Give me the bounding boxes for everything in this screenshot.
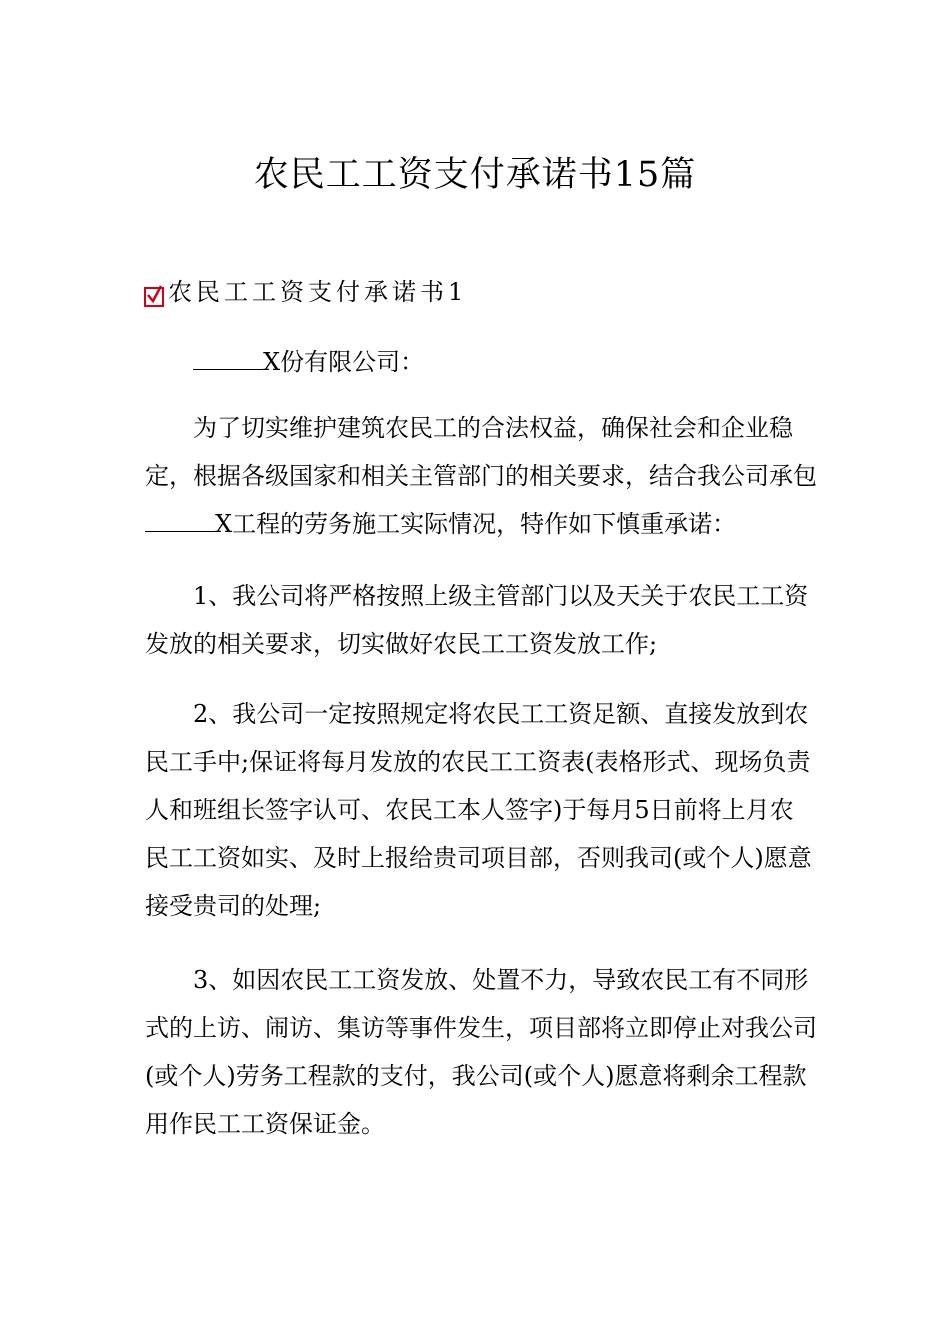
text-line: 接受贵司的处理; (145, 892, 322, 920)
text-line: 为了切实维护建筑农民工的合法权益，确保社会和企业稳 (193, 414, 793, 442)
blank-line (145, 509, 215, 532)
text-line: 2、我公司一定按照规定将农民工工资足额、直接发放到农 (193, 700, 809, 728)
text-line: 用作民工工资保证金。 (145, 1110, 385, 1138)
text-line: 式的上访、闹访、集访等事件发生，项目部将立即停止对我公司 (145, 1014, 817, 1042)
document-title: 农民工工资支付承诺书15篇 (253, 155, 697, 195)
text-line: 定，根据各级国家和相关主管部门的相关要求，结合我公司承包 (145, 462, 817, 490)
text-line: 民工工资如实、及时上报给贵司项目部，否则我司(或个人)愿意 (145, 844, 812, 872)
text-line: 人和班组长签字认可、农民工本人签字)于每月5日前将上月农 (145, 796, 794, 824)
intro-paragraph (145, 404, 817, 548)
text-line: (或个人)劳务工程款的支付，我公司(或个人)愿意将剩余工程款 (145, 1062, 807, 1090)
item-3 (145, 956, 817, 1148)
text-line: 民工手中;保证将每月发放的农民工工资表(表格形式、现场负责 (145, 748, 811, 776)
text-line: 发放的相关要求，切实做好农民工工资发放工作; (145, 630, 658, 658)
checkbox-checked-icon (144, 287, 164, 307)
section-heading-text: 农民工工资支付承诺书1 (168, 278, 468, 306)
text-line: 3、如因农民工工资发放、处置不力，导致农民工有不同形 (193, 966, 809, 994)
text-line: X工程的劳务施工实际情况，特作如下慎重承诺： (215, 510, 737, 538)
item-2 (145, 690, 810, 930)
section-heading (144, 275, 467, 309)
blank-line (193, 347, 263, 370)
salutation (145, 338, 810, 386)
item-1 (145, 572, 810, 668)
text-line: 1、我公司将严格按照上级主管部门以及天关于农民工工资 (193, 582, 809, 610)
salutation-text: X份有限公司： (263, 348, 425, 376)
